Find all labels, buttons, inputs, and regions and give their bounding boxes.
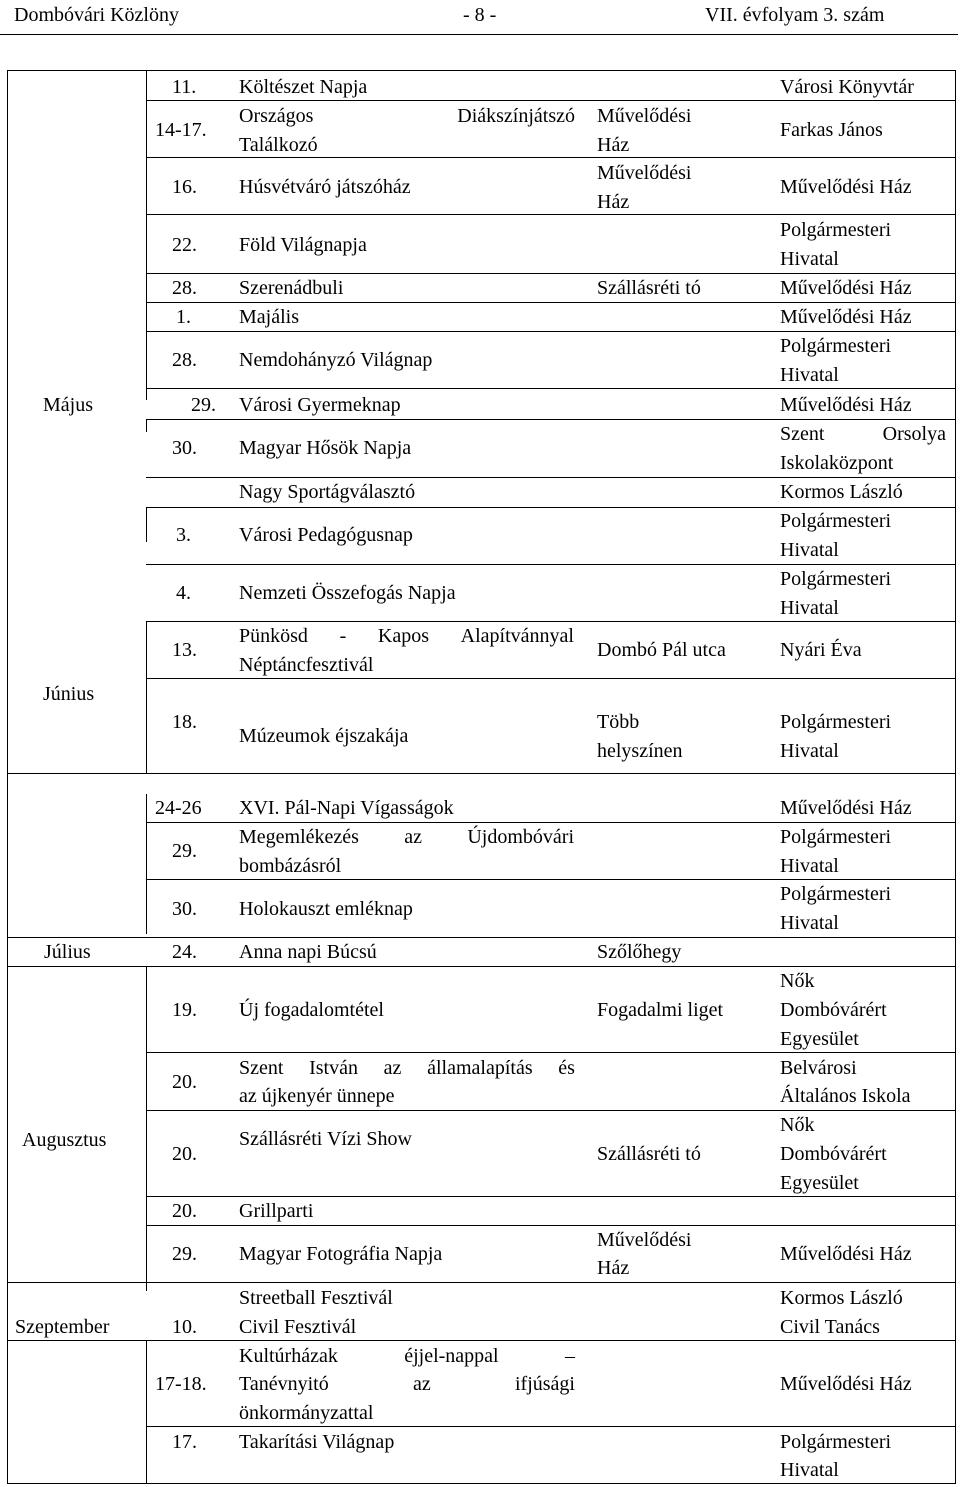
column-divider [146, 70, 147, 400]
event-date: 20. [172, 1200, 197, 1222]
event-name-word: ifjúsági [514, 1373, 575, 1395]
event-organizer: Hivatal [780, 597, 839, 619]
event-organizer: Városi Könyvtár [780, 76, 914, 98]
event-name: Költészet Napja [239, 76, 368, 98]
event-organizer: Iskolaközpont [780, 452, 894, 474]
event-date: 20. [172, 1143, 197, 1165]
event-organizer: Művelődési Ház [780, 797, 912, 819]
event-venue: Művelődési [597, 105, 692, 127]
event-venue: Dombó Pál utca [597, 639, 726, 661]
column-divider [146, 621, 147, 773]
event-date: 4. [176, 582, 191, 604]
event-name: Takarítási Világnap [239, 1431, 395, 1453]
event-name-line: önkormányzattal [239, 1402, 374, 1424]
event-name-line [239, 1370, 575, 1399]
event-date: 29. [191, 394, 216, 416]
month-label: Szeptember [15, 1316, 110, 1338]
event-name-line: Néptáncfesztivál [239, 654, 374, 676]
event-date: 10. [172, 1316, 197, 1338]
publication-title: Dombóvári Közlöny [14, 4, 179, 26]
event-name-word: Országos [239, 105, 314, 127]
column-divider [146, 794, 147, 934]
event-date: 11. [172, 76, 197, 98]
event-name-line: Találkozó [239, 134, 318, 156]
event-venue: Ház [597, 1257, 630, 1279]
event-name-word: Tanévnyitó [239, 1373, 329, 1395]
event-organizer: Polgármesteri [780, 826, 892, 848]
event-name: Nagy Sportágválasztó [239, 481, 416, 503]
event-organizer: Hivatal [780, 912, 839, 934]
event-name-word: - [339, 625, 347, 647]
event-organizer: Művelődési Ház [780, 1373, 912, 1395]
event-organizer: Dombóvárért [780, 999, 887, 1021]
event-venue: Művelődési [597, 162, 692, 184]
column-divider [146, 420, 147, 432]
event-name: Múzeumok éjszakája [239, 725, 409, 747]
event-name-word: Kultúrházak [239, 1345, 338, 1367]
event-name-word: – [564, 1345, 575, 1367]
event-organizer: Polgármesteri [780, 568, 892, 590]
event-name-line: bombázásról [239, 855, 342, 877]
event-date: 13. [172, 639, 197, 661]
event-name-word: Alapítvánnyal [460, 625, 574, 647]
event-name-word: és [558, 1057, 575, 1079]
event-date: 20. [172, 1071, 197, 1093]
event-organizer: Hivatal [780, 539, 839, 561]
event-organizer: Hivatal [780, 364, 839, 386]
column-divider [146, 1340, 147, 1484]
event-name-word: István [309, 1057, 358, 1079]
event-name-word: az [383, 1057, 402, 1079]
event-name-word: Újdombóvári [467, 826, 574, 848]
event-venue: Művelődési [597, 1229, 692, 1251]
event-venue: helyszínen [597, 740, 683, 762]
event-name: Föld Világnapja [239, 234, 367, 256]
month-label: Május [43, 394, 93, 416]
event-organizer: Polgármesteri [780, 1431, 892, 1453]
event-organizer: Művelődési Ház [780, 1243, 912, 1265]
event-name: XVI. Pál-Napi Vígasságok [239, 797, 454, 819]
event-venue: Szőlőhegy [597, 941, 682, 963]
event-name-line [239, 622, 574, 651]
event-organizer-word: Orsolya [882, 423, 946, 445]
event-organizer: Polgármesteri [780, 510, 892, 532]
event-organizer: Művelődési Ház [780, 394, 912, 416]
event-name-line [239, 1054, 575, 1083]
event-name: Nemdohányzó Világnap [239, 349, 433, 371]
event-name: Új fogadalomtétel [239, 999, 384, 1021]
event-date: 28. [172, 349, 197, 371]
event-name-word: az [404, 826, 423, 848]
event-organizer: Művelődési Ház [780, 306, 912, 328]
event-organizer: Hivatal [780, 1459, 839, 1481]
event-date: 22. [172, 234, 197, 256]
volume-info: VII. évfolyam 3. szám [705, 4, 885, 26]
row-divider [146, 214, 956, 215]
event-organizer: Nők [780, 970, 815, 992]
event-organizer: Polgármesteri [780, 711, 892, 733]
event-name: Civil Fesztivál [239, 1316, 357, 1338]
event-organizer: Hivatal [780, 248, 839, 270]
event-name-word: Pünkösd [239, 625, 308, 647]
event-name: Nemzeti Összefogás Napja [239, 582, 456, 604]
event-date: 18. [172, 711, 197, 733]
event-name: Streetball Fesztivál [239, 1287, 393, 1309]
event-organizer: Művelődési Ház [780, 277, 912, 299]
event-date: 29. [172, 840, 197, 862]
event-name: Szerenádbuli [239, 277, 344, 299]
event-organizer [780, 420, 946, 449]
event-organizer: Polgármesteri [780, 883, 892, 905]
event-name-line: az újkenyér ünnepe [239, 1085, 395, 1107]
event-date: 28. [172, 277, 197, 299]
event-name: Szállásréti Vízi Show [239, 1128, 412, 1150]
event-organizer: Nyári Éva [780, 639, 862, 661]
row-divider [7, 1282, 956, 1283]
event-venue: Ház [597, 134, 630, 156]
event-name-line [239, 102, 575, 131]
page-header [0, 0, 958, 35]
event-name: Magyar Fotográfia Napja [239, 1243, 443, 1265]
event-name: Húsvétváró játszóház [239, 176, 411, 198]
event-venue: Ház [597, 191, 630, 213]
event-name: Holokauszt emléknap [239, 898, 413, 920]
row-divider [7, 773, 956, 774]
event-venue: Szállásréti tó [597, 1143, 701, 1165]
event-date: 16. [172, 176, 197, 198]
event-organizer: Egyesület [780, 1172, 859, 1194]
event-organizer: Hivatal [780, 740, 839, 762]
event-organizer: Hivatal [780, 855, 839, 877]
event-organizer: Kormos László [780, 481, 903, 503]
event-organizer-word: Szent [780, 423, 825, 445]
event-name: Városi Pedagógusnap [239, 524, 413, 546]
event-name-line [239, 1342, 575, 1371]
event-venue: Több [597, 711, 640, 733]
month-label: Június [43, 683, 95, 705]
event-organizer: Belvárosi [780, 1057, 857, 1079]
event-date: 14-17. [155, 119, 207, 141]
event-venue: Szállásréti tó [597, 277, 701, 299]
event-name-word: Szent [239, 1057, 284, 1079]
event-name: Városi Gyermeknap [239, 394, 401, 416]
event-date: 30. [172, 898, 197, 920]
event-date: 3. [176, 524, 191, 546]
event-name: Grillparti [239, 1200, 314, 1222]
event-organizer: Polgármesteri [780, 335, 892, 357]
event-name-word: Kapos [377, 625, 429, 647]
event-date: 24-26 [155, 797, 202, 819]
event-name: Majális [239, 306, 299, 328]
event-name-word: Megemlékezés [239, 826, 359, 848]
event-date: 29. [172, 1243, 197, 1265]
event-organizer: Nők [780, 1114, 815, 1136]
page-number: - 8 - [463, 4, 497, 26]
event-name: Magyar Hősök Napja [239, 437, 412, 459]
event-name-word: államalapítás [427, 1057, 533, 1079]
month-label: Augusztus [22, 1129, 107, 1151]
event-organizer: Művelődési Ház [780, 176, 912, 198]
event-organizer: Polgármesteri [780, 219, 892, 241]
event-date: 19. [172, 999, 197, 1021]
event-date: 1. [176, 306, 191, 328]
month-label: Július [44, 941, 91, 963]
event-venue: Fogadalmi liget [597, 999, 724, 1021]
event-name-word: éjjel-nappal [404, 1345, 499, 1367]
event-organizer: Civil Tanács [780, 1316, 880, 1338]
event-date: 30. [172, 437, 197, 459]
event-name-word: Diákszínjátszó [457, 105, 575, 127]
event-date: 24. [172, 941, 197, 963]
event-date: 17. [172, 1431, 197, 1453]
event-organizer: Egyesület [780, 1028, 859, 1050]
column-divider [146, 507, 147, 542]
event-organizer: Dombóvárért [780, 1143, 887, 1165]
event-date: 17-18. [155, 1373, 207, 1395]
column-divider [146, 966, 147, 1291]
event-organizer: Farkas János [780, 119, 883, 141]
event-name-word: az [412, 1373, 431, 1395]
event-organizer: Kormos László [780, 1287, 903, 1309]
event-name-line [239, 823, 574, 852]
event-organizer: Általános Iskola [780, 1085, 911, 1107]
event-name: Anna napi Búcsú [239, 941, 377, 963]
